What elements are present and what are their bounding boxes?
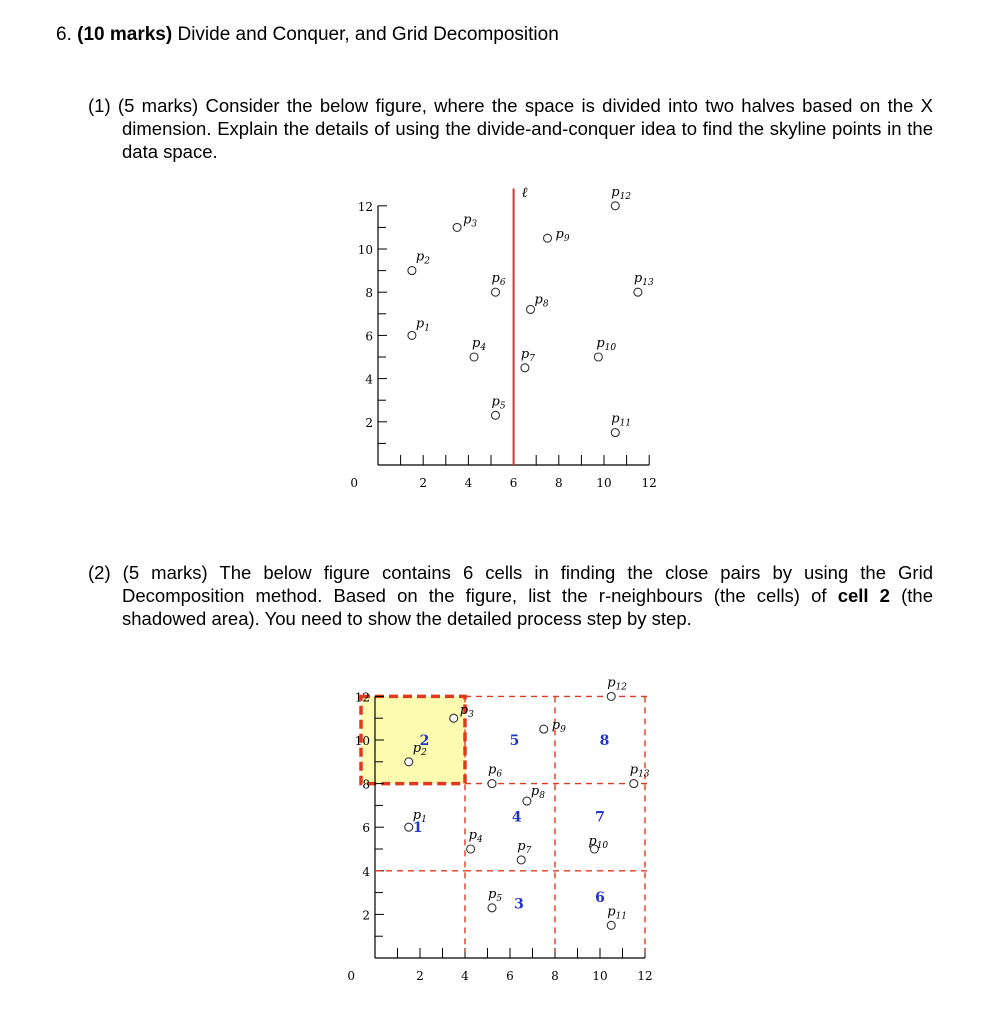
fig1-point-label-p7: $p_7$ xyxy=(520,346,535,364)
fig1-divider-label: ℓ xyxy=(521,185,528,202)
fig2-point-label-p2: $p_2$ xyxy=(412,740,427,758)
fig1-x-tick-label: 12 xyxy=(641,476,657,490)
fig2-y-tick-label: 8 xyxy=(362,777,370,792)
fig2-point-label-p9: $p_9$ xyxy=(551,718,566,736)
fig2-point-label-p13: $p_{13}$ xyxy=(629,762,650,780)
fig2-cell-label-1: 1 xyxy=(412,820,423,837)
fig1-y-tick-label: 12 xyxy=(357,199,373,214)
fig1-point-label-p13: $p_{13}$ xyxy=(633,271,654,289)
fig2-point-p3 xyxy=(450,714,458,722)
fig1-y-tick-label: 0 xyxy=(350,476,358,490)
fig1-y-tick-label: 10 xyxy=(357,243,373,257)
fig1-y-tick-label: 6 xyxy=(365,329,373,344)
fig2-x-tick-label: 10 xyxy=(592,969,608,983)
fig1-point-label-p2: $p_2$ xyxy=(415,249,430,267)
question-heading: Divide and Conquer, and Grid Decomposition xyxy=(177,24,559,45)
fig2-point-p13 xyxy=(630,780,638,788)
part2-text-end: (the shadowed area). You need to show the detailed process step by step. xyxy=(122,585,934,629)
fig2-x-tick-label: 2 xyxy=(416,969,424,983)
fig2-point-label-p8: $p_8$ xyxy=(530,784,545,802)
fig1-point-label-p1: $p_1$ xyxy=(415,316,430,334)
fig1-point-label-p3: $p_3$ xyxy=(463,212,478,230)
fig2-cell-label-3: 3 xyxy=(514,896,524,913)
fig2-point-p6 xyxy=(488,780,496,788)
fig2-cell-label-6: 6 xyxy=(595,889,605,906)
fig2-cell-label-5: 5 xyxy=(509,733,520,749)
question-number: 6. xyxy=(56,24,72,45)
part2-marks: (5 marks) xyxy=(122,562,208,583)
fig1-x-tick-label: 6 xyxy=(509,476,518,490)
fig2-x-tick-label: 6 xyxy=(506,969,514,983)
fig2-cell-label-4: 4 xyxy=(511,809,522,826)
fig1-y-tick-label: 4 xyxy=(365,372,373,387)
fig1-point-label-p9: $p_9$ xyxy=(555,227,570,245)
fig2-point-p9 xyxy=(540,725,548,733)
part2-text: The below figure contains 6 cells in finding the close pairs by using the Grid Decomposition method. Based on the figure, list the r-neighbours (the cells) of xyxy=(122,562,933,606)
fig2-point-label-p4: $p_4$ xyxy=(468,828,483,845)
fig2-y-tick-label: 4 xyxy=(362,864,370,879)
fig1-x-tick-label: 8 xyxy=(554,476,563,490)
fig2-point-p1 xyxy=(405,823,413,831)
fig2-point-label-p10: $p_{10}$ xyxy=(588,834,609,851)
fig1-x-tick-label: 2 xyxy=(419,476,428,490)
fig1-point-label-p10: $p_{10}$ xyxy=(596,336,617,353)
fig2-point-p12 xyxy=(607,692,615,700)
fig2-y-tick-label: 6 xyxy=(362,821,370,836)
fig2-point-label-p6: $p_6$ xyxy=(488,762,503,780)
fig2-x-tick-label: 12 xyxy=(637,969,653,983)
fig2-cell-label-7: 7 xyxy=(595,809,605,826)
fig2-cell-label-8: 8 xyxy=(599,733,610,749)
part2-bold-cell: cell 2 xyxy=(837,585,890,606)
fig2-point-p7 xyxy=(517,856,525,864)
fig2-point-label-p11: $p_{11}$ xyxy=(607,904,628,922)
fig1-point-label-p5: $p_5$ xyxy=(491,394,506,412)
fig2-point-p11 xyxy=(607,921,615,929)
fig1-point-label-p11: $p_{11}$ xyxy=(611,411,632,429)
fig1-y-tick-label: 2 xyxy=(365,415,373,430)
fig1-point-label-p8: $p_8$ xyxy=(534,292,549,310)
fig2-point-label-p12: $p_{12}$ xyxy=(607,675,628,693)
part2-label: (2) xyxy=(88,562,111,583)
fig2-y-tick-label: 10 xyxy=(354,734,370,748)
fig2-point-p5 xyxy=(488,904,496,912)
part1-label: (1) xyxy=(88,95,111,116)
fig2-point-p4 xyxy=(467,845,475,853)
fig1-point-label-p6: $p_6$ xyxy=(491,271,506,289)
fig2-x-tick-label: 4 xyxy=(461,969,469,983)
fig2-point-p8 xyxy=(523,797,531,805)
fig1-point-label-p4: $p_4$ xyxy=(472,336,487,353)
question-marks: (10 marks) xyxy=(77,24,173,45)
fig2-cell-label-2: 2 xyxy=(419,733,430,749)
fig2-y-tick-label: 2 xyxy=(362,908,370,923)
fig1-y-tick-label: 8 xyxy=(365,286,373,301)
fig1-x-tick-label: 4 xyxy=(464,476,473,490)
fig2-point-label-p1: $p_1$ xyxy=(412,808,427,826)
fig1-point-label-p12: $p_{12}$ xyxy=(611,184,632,202)
fig2-x-tick-label: 8 xyxy=(551,969,559,983)
part1-text: Consider the below figure, where the space is divided into two halves based on the X dimension. Explain the details of using the divide-and-conquer idea to find the skyline points in the data space. xyxy=(122,95,933,162)
fig2-y-tick-label: 12 xyxy=(354,690,370,705)
fig2-y-tick-label: 0 xyxy=(347,969,355,983)
fig2-point-p2 xyxy=(405,758,413,766)
fig2-point-label-p7: $p_7$ xyxy=(517,838,532,856)
part1-marks: (5 marks) xyxy=(117,95,199,116)
fig2-point-label-p5: $p_5$ xyxy=(488,886,503,904)
fig2-point-label-p3: $p_3$ xyxy=(459,703,474,721)
fig1-x-tick-label: 10 xyxy=(596,476,612,490)
